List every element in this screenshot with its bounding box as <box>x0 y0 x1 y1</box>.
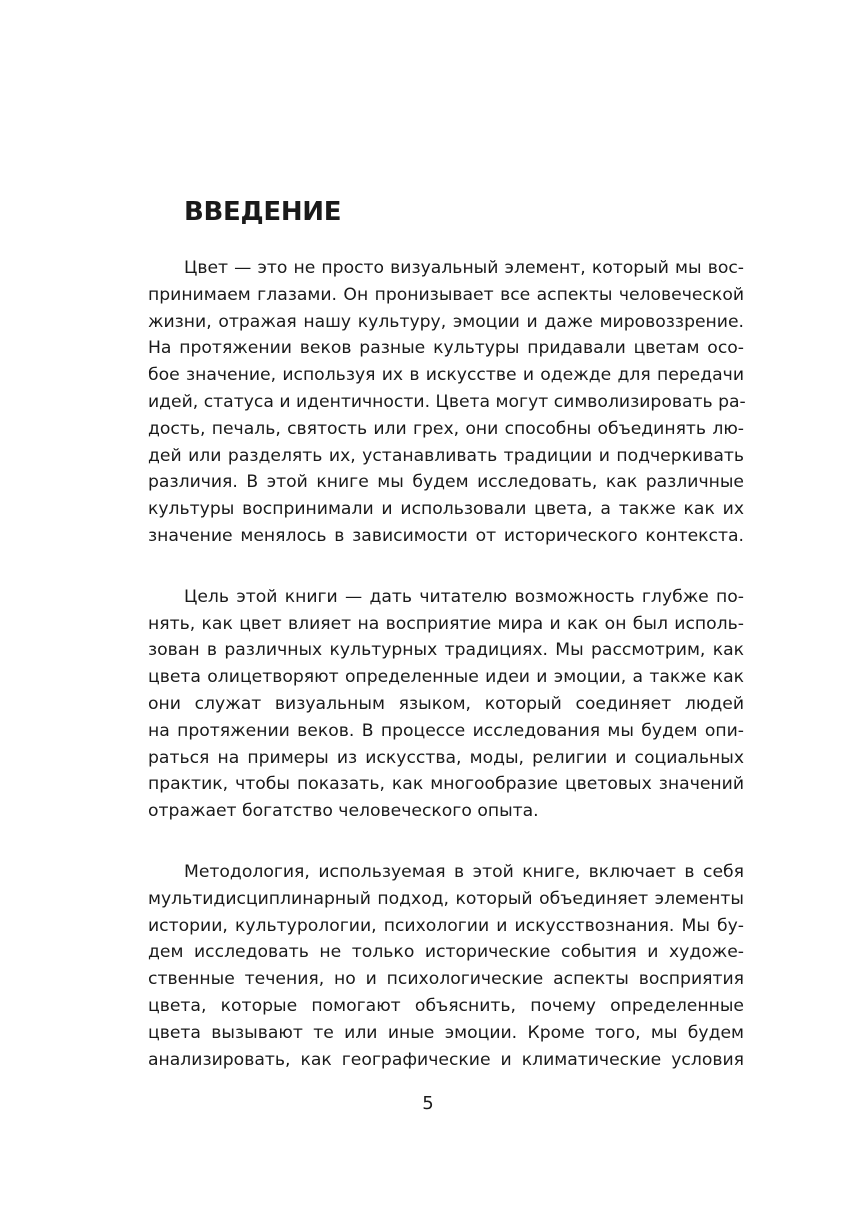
text-line: На протяжении веков разные культуры придавали цветам осо- <box>148 338 744 359</box>
page-number: 5 <box>422 1093 434 1114</box>
text-line: на протяжении веков. В процессе исследования мы будем опи- <box>148 720 744 741</box>
text-line: жизни, отражая нашу культуру, эмоции и даже мировоззрение. <box>148 311 744 332</box>
text-line: зован в различных культурных традициях. Мы рассмотрим, как <box>148 640 744 661</box>
text-line: принимаем глазами. Он пронизывает все аспекты человеческой <box>148 284 744 305</box>
text-line: значение менялось в зависимости от исторического контекста. <box>148 525 744 546</box>
text-line: отражает богатство человеческого опыта. <box>148 801 539 822</box>
text-line: Цвет — это не просто визуальный элемент, который мы вос- <box>184 258 744 278</box>
text-line: истории, культурологии, психологии и искусствознания. Мы бу- <box>148 915 744 936</box>
text-line: культуры воспринимали и использовали цвета, а также как их <box>148 499 744 520</box>
text-line: ственные течения, но и психологические аспекты восприятия <box>148 969 744 990</box>
text-line: Цель этой книги — дать читателю возможность глубже по- <box>184 586 744 607</box>
text-line: цвета, которые помогают объяснить, почему определенные <box>148 995 744 1016</box>
text-line: бое значение, используя их в искусстве и одежде для передачи <box>148 365 744 386</box>
text-line: практик, чтобы показать, как многообразие цветовых значений <box>148 774 744 795</box>
paragraph-3 <box>148 859 744 1073</box>
text-line: дость, печаль, святость или грех, они способны объединять лю- <box>148 418 744 439</box>
paragraph-2 <box>148 584 744 825</box>
text-line: различия. В этой книге мы будем исследовать, как различные <box>148 472 744 493</box>
paragraph-1 <box>148 255 744 550</box>
text-line: нять, как цвет влияет на восприятие мира и как он был исполь- <box>148 613 744 634</box>
text-line: цвета вызывают те или иные эмоции. Кроме того, мы будем <box>148 1022 744 1043</box>
text-line: дей или разделять их, устанавливать традиции и подчеркивать <box>148 445 744 466</box>
text-line: мультидисциплинарный подход, который объединяет элементы <box>148 888 744 909</box>
text-line: цвета олицетворяют определенные идеи и эмоции, а также как <box>148 667 744 688</box>
text-line: дем исследовать не только исторические события и художе- <box>148 942 744 963</box>
chapter-heading: ВВЕДЕНИЕ <box>184 197 342 227</box>
page-content <box>148 192 744 1073</box>
text-line: Методология, используемая в этой книге, включает в себя <box>184 861 744 882</box>
text-line: идей, статуса и идентичности. Цвета могут символизировать ра- <box>148 391 746 412</box>
text-line: они служат визуальным языком, который соединяет людей <box>148 693 744 714</box>
text-line: анализировать, как географические и климатические условия <box>148 1049 744 1070</box>
text-line: раться на примеры из искусства, моды, религии и социальных <box>148 747 744 768</box>
